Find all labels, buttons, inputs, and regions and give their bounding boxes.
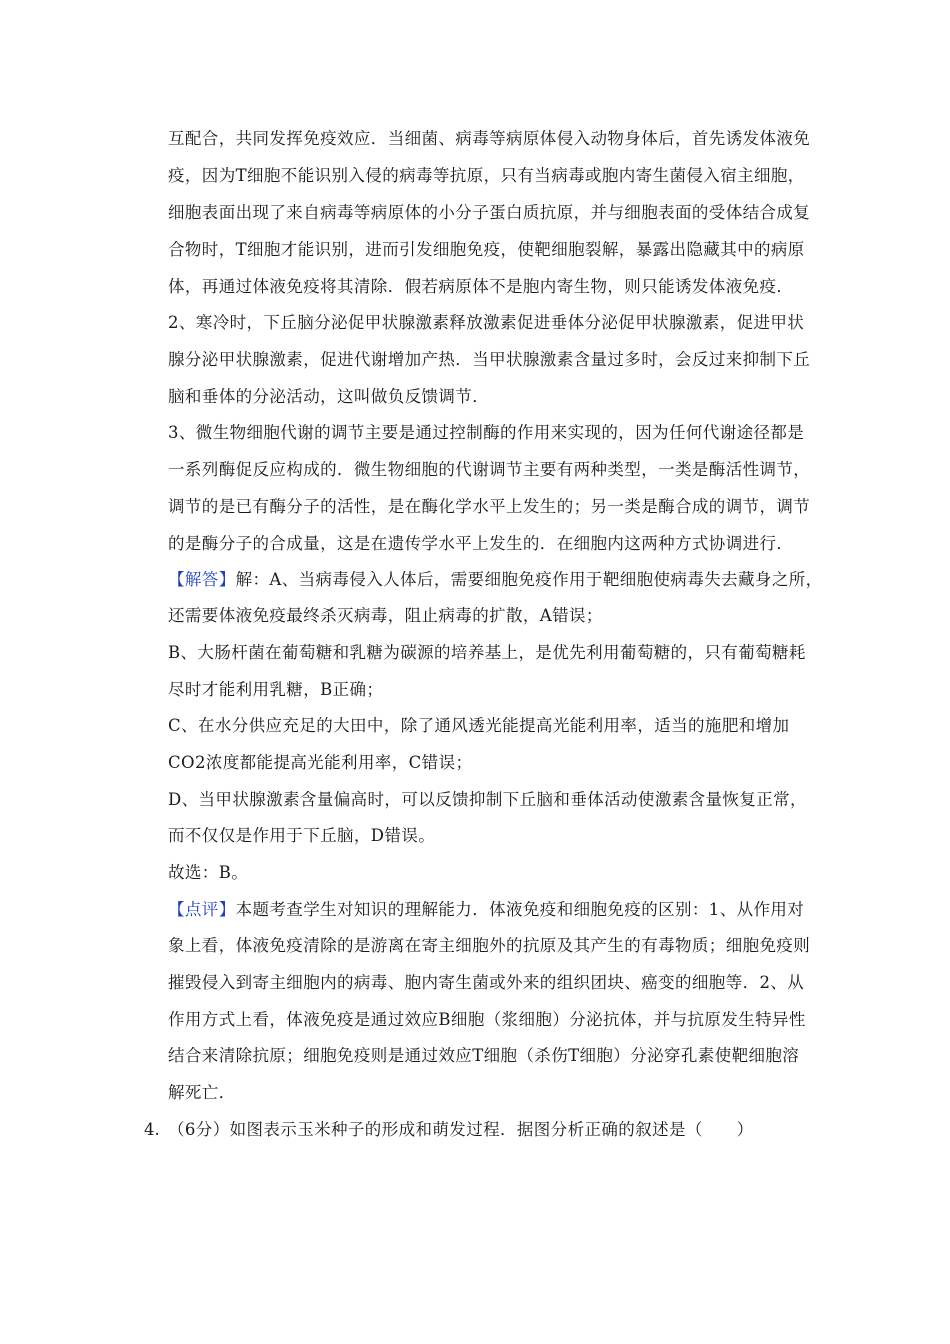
answer-first-line bbox=[168, 569, 823, 591]
question-number: 4. bbox=[144, 1120, 160, 1139]
analysis-line: 的是酶分子的合成量，这是在遗传学水平上发生的．在细胞内这两种方式协调进行． bbox=[168, 534, 794, 553]
answer-line: 还需要体液免疫最终杀灭病毒，阻止病毒的扩散，A错误； bbox=[168, 606, 603, 625]
analysis-line: 合物时，T细胞才能识别，进而引发细胞免疫，使靶细胞裂解，暴露出隐藏其中的病原 bbox=[168, 240, 805, 259]
analysis-line: 互配合，共同发挥免疫效应．当细菌、病毒等病原体侵入动物身体后，首先诱发体液免 bbox=[168, 129, 811, 148]
analysis-line: 调节的是已有酶分子的活性，是在酶化学水平上发生的；另一类是酶合成的调节，调节 bbox=[168, 497, 811, 516]
question-text: （6分）如图表示玉米种子的形成和萌发过程．据图分析正确的叙述是（ ） bbox=[168, 1120, 754, 1139]
answer-line: 而不仅仅是作用于下丘脑，D错误。 bbox=[168, 826, 436, 845]
comment-first-line bbox=[168, 899, 804, 921]
answer-choice: 故选：B。 bbox=[168, 863, 249, 882]
analysis-line: 疫，因为T细胞不能识别入侵的病毒等抗原，只有当病毒或胞内寄生菌侵入宿主细胞， bbox=[168, 166, 805, 185]
analysis-line: 脑和垂体的分泌活动，这叫做负反馈调节． bbox=[168, 387, 490, 406]
answer-first-text: 解：A、当病毒侵入人体后，需要细胞免疫作用于靶细胞使病毒失去藏身之所， bbox=[235, 570, 823, 589]
analysis-line: 2、寒冷时，下丘脑分泌促甲状腺激素释放激素促进垂体分泌促甲状腺激素，促进甲状 bbox=[168, 313, 805, 332]
comment-line: 结合来清除抗原；细胞免疫则是通过效应T细胞（杀伤T细胞）分泌穿孔素使靶细胞溶 bbox=[168, 1046, 800, 1065]
comment-line: 象上看，体液免疫清除的是游离在寄主细胞外的抗原及其产生的有毒物质；细胞免疫则 bbox=[168, 936, 811, 955]
comment-line: 解死亡． bbox=[168, 1083, 236, 1102]
answer-line: CO2浓度都能提高光能利用率，C错误； bbox=[168, 753, 473, 772]
analysis-line: 腺分泌甲状腺激素，促进代谢增加产热．当甲状腺激素含量过多时，会反过来抑制下丘 bbox=[168, 350, 811, 369]
comment-line: 摧毁侵入到寄主细胞内的病毒、胞内寄生菌或外来的组织团块、癌变的细胞等．2、从 bbox=[168, 973, 805, 992]
analysis-line: 一系列酶促反应构成的．微生物细胞的代谢调节主要有两种类型，一类是酶活性调节， bbox=[168, 460, 811, 479]
analysis-line: 细胞表面出现了来自病毒等病原体的小分子蛋白质抗原，并与细胞表面的受体结合成复 bbox=[168, 203, 811, 222]
answer-line: 尽时才能利用乳糖，B正确； bbox=[168, 680, 384, 699]
answer-line: B、大肠杆菌在葡萄糖和乳糖为碳源的培养基上，是优先利用葡萄糖的，只有葡萄糖耗 bbox=[168, 643, 806, 662]
analysis-line: 体，再通过体液免疫将其清除．假若病原体不是胞内寄生物，则只能诱发体液免疫． bbox=[168, 277, 794, 296]
comment-tag: 【点评】 bbox=[168, 900, 236, 919]
answer-line: C、在水分供应充足的大田中，除了通风透光能提高光能利用率，适当的施肥和增加 bbox=[168, 716, 790, 735]
analysis-line: 3、微生物细胞代谢的调节主要是通过控制酶的作用来实现的，因为任何代谢途径都是 bbox=[168, 423, 805, 442]
comment-line: 作用方式上看，体液免疫是通过效应B细胞（浆细胞）分泌抗体，并与抗原发生特异性 bbox=[168, 1010, 806, 1029]
comment-first-text: 本题考查学生对知识的理解能力．体液免疫和细胞免疫的区别：1、从作用对 bbox=[235, 900, 805, 919]
answer-tag: 【解答】 bbox=[168, 570, 236, 589]
answer-line: D、当甲状腺激素含量偏高时，可以反馈抑制下丘脑和垂体活动使激素含量恢复正常， bbox=[168, 790, 807, 809]
